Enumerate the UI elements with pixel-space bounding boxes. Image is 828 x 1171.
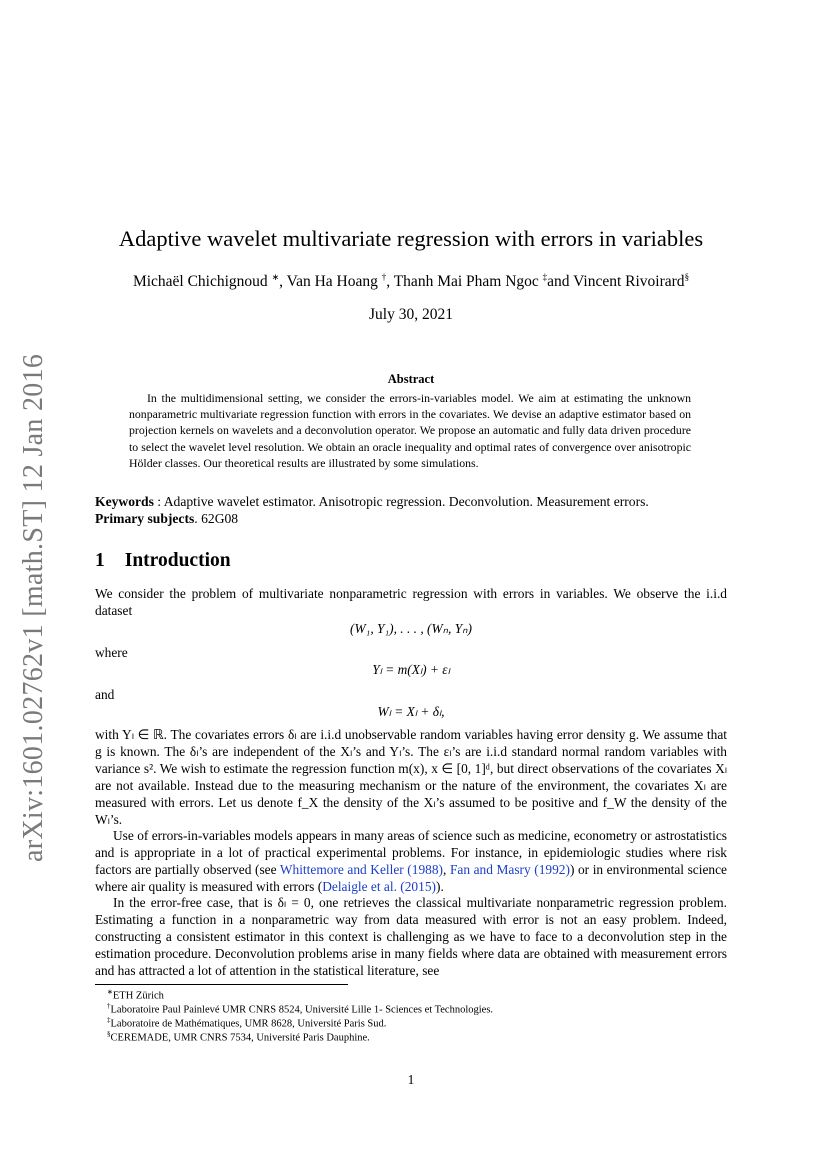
- author-2-mark: †: [381, 272, 387, 282]
- equation-regression: Yₗ = m(Xₗ) + εₗ: [372, 662, 450, 677]
- p3-text-c: ) or in environmental science where air quality is measured with errors (: [95, 861, 727, 894]
- abstract-text: In the multidimensional setting, we consider the errors-in-variables model. We aim at estimating the unknown nonparametric multivariate regression function with errors in the covariates. We devise an adaptive estimator based on projection kernels on wavelets and a deconvolution operator. We propose an automatic and fully data driven procedure to select the wavelet level resolution. We obtain an oracle inequality and optimal rates of convergence over anisotropic Hölder classes. Our theoretical results are illustrated by some simulations.: [129, 391, 691, 470]
- where-label: where: [95, 645, 128, 660]
- subjects-text: . 62G08: [194, 511, 239, 526]
- keywords-label: Keywords: [95, 494, 154, 509]
- p3-text-a: Use of errors-in-variables models appears in many areas of science such as medicine, econometry or astrostatistics and is appropriate in a lot of practical experimental problems. For instance, in epidemiologic studies where risk factors are partially observed (see: [95, 828, 727, 877]
- author-2: Van Ha Hoang: [286, 273, 378, 291]
- footnote-1-text: ETH Zürich: [112, 990, 164, 1002]
- section-title: Introduction: [124, 550, 231, 571]
- arxiv-stamp: arXiv:1601.02762v1 [math.ST] 12 Jan 2016: [18, 353, 49, 862]
- footnote-3-mark: ‡: [107, 1016, 111, 1024]
- p3-text-b: ,: [443, 861, 450, 877]
- equation-dataset: (W₁, Y₁), . . . , (Wₙ, Yₙ): [350, 621, 472, 636]
- page-number: 1: [407, 1072, 415, 1087]
- footnote-4-mark: §: [107, 1030, 111, 1038]
- footnote-2: [107, 1002, 493, 1016]
- section-heading: [95, 550, 231, 572]
- intro-paragraph-4: In the error-free case, that is δₗ = 0, one retrieves the classical multivariate nonparametric regression problem. Estimating a function in a nonparametric way from data measured with error is not an easy problem. Indeed, constructing a consistent estimator in this context is challenging as we have to face to a deconvolution step in the estimation procedure. Deconvolution problems arise in many fields where data are obtained with measurement errors and has attracted a lot of attention in the statistical literature, see: [95, 895, 727, 978]
- footnote-rule: [95, 984, 348, 985]
- footnote-3-text: Laboratoire de Mathématiques, UMR 8628, Université Paris Sud.: [110, 1018, 387, 1030]
- paper-title: Adaptive wavelet multivariate regression with errors in variables: [118, 226, 704, 251]
- section-number: 1: [95, 550, 105, 571]
- author-3: Thanh Mai Pham Ngoc: [393, 273, 539, 291]
- p3-text-d: ).: [435, 878, 444, 894]
- author-3-mark: ‡: [542, 272, 548, 282]
- keywords-block: [95, 493, 735, 527]
- citation-fan-masry[interactable]: Fan and Masry (1992): [449, 861, 570, 877]
- subjects-label: Primary subjects: [95, 511, 195, 526]
- author-list: Michaël Chichignoud ∗, Van Ha Hoang †, Thanh Mai Pham Ngoc ‡and Vincent Rivoirard§: [132, 272, 690, 291]
- footnote-2-text: Laboratoire Paul Painlevé UMR CNRS 8524, Université Lille 1- Sciences et Technologies.: [110, 1004, 494, 1016]
- author-4: and Vincent Rivoirard: [547, 273, 685, 291]
- intro-paragraph-1: We consider the problem of multivariate nonparametric regression with errors in variables. We observe the i.i.d dataset: [95, 586, 727, 618]
- keywords-text: : Adaptive wavelet estimator. Anisotropic regression. Deconvolution. Measurement errors.: [153, 494, 649, 509]
- author-1: Michaël Chichignoud: [132, 273, 268, 291]
- and-label: and: [95, 687, 115, 702]
- intro-paragraph-2: with Yₗ ∈ ℝ. The covariates errors δₗ are i.i.d unobservable random variables having error density g. We assume that g is known. The δₗ’s are independent of the Xₗ’s and Yₗ’s. The εₗ’s are i.i.d standard normal random variables with variance s². We wish to estimate the regression function m(x), x ∈ [0, 1]ᵈ, but direct observations of the covariates Xₗ are not available. Instead due to the measuring mechanism or the nature of the environment, the covariates Xₗ are measured with errors. Let us denote f_X the density of the Xₗ’s assumed to be positive and f_W the density of the Wₗ’s.: [95, 727, 727, 827]
- footnote-3: [107, 1016, 386, 1030]
- citation-delaigle[interactable]: Delaigle et al. (2015): [322, 878, 436, 894]
- footnote-4-text: CEREMADE, UMR CNRS 7534, Université Paris Dauphine.: [110, 1032, 370, 1044]
- citation-whittemore-keller[interactable]: Whittemore and Keller (1988): [279, 861, 444, 877]
- footnote-1: [107, 988, 164, 1002]
- equation-measurement: Wₗ = Xₗ + δₗ,: [377, 704, 445, 719]
- author-4-mark: §: [684, 272, 690, 282]
- intro-paragraph-3: [95, 828, 727, 896]
- author-1-mark: ∗: [271, 272, 280, 282]
- paper-date: July 30, 2021: [369, 306, 453, 323]
- footnote-2-mark: †: [107, 1002, 111, 1010]
- footnote-4: [107, 1030, 370, 1044]
- footnote-1-mark: ∗: [107, 988, 113, 996]
- abstract-heading: Abstract: [387, 372, 435, 386]
